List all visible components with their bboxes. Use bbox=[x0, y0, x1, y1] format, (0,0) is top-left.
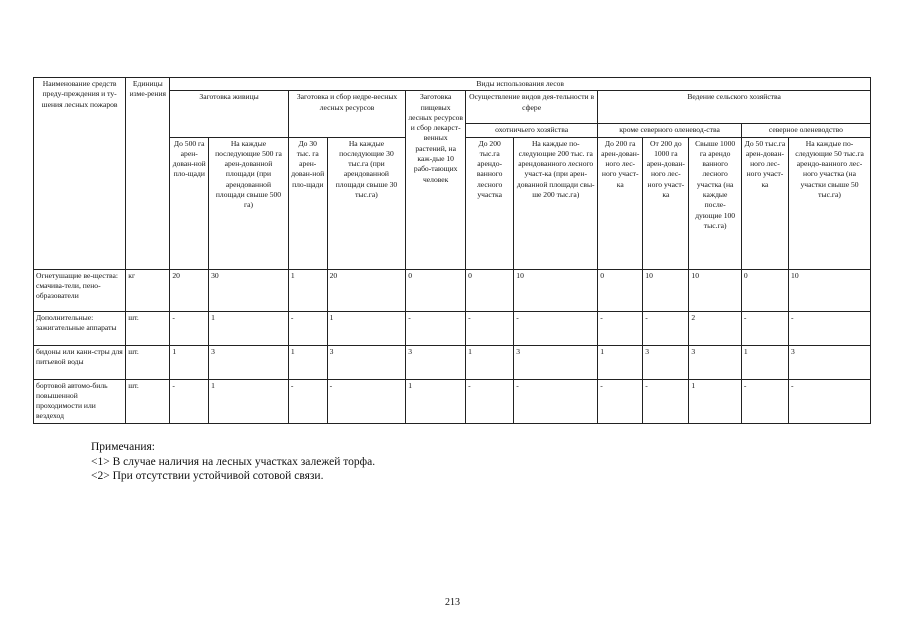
cell: 10 bbox=[789, 269, 871, 311]
cell: 20 bbox=[170, 269, 209, 311]
forest-fire-equipment-table bbox=[33, 77, 871, 424]
table-row bbox=[34, 379, 871, 423]
cell: 1 bbox=[170, 345, 209, 379]
subheader-nonwood-up-to-30: До 30 тыс. га арен-дован-ной пло-щади bbox=[288, 137, 327, 269]
cell: - bbox=[406, 311, 466, 345]
row-name: бортовой автомо-биль повышенной проходимости или вездеход bbox=[34, 379, 126, 423]
cell: 3 bbox=[514, 345, 598, 379]
row-name: Дополнительные: зажигательные аппараты bbox=[34, 311, 126, 345]
cell: 0 bbox=[406, 269, 466, 311]
cell: 0 bbox=[598, 269, 643, 311]
subheader-reindeer-up-to-50: До 50 тыс.га арен-дован-ного лес-ного участ-ка bbox=[741, 137, 788, 269]
cell: - bbox=[466, 311, 514, 345]
row-unit: шт. bbox=[126, 379, 170, 423]
cell: 1 bbox=[288, 345, 327, 379]
cell: - bbox=[288, 379, 327, 423]
header-nonwood: Заготовка и сбор недре-весных лесных ресурсов bbox=[288, 91, 405, 137]
cell: 1 bbox=[689, 379, 741, 423]
subheader-resin-each-500: На каждые последующие 500 га арен-дованной площади (при арендованной площади свыше 500 га) bbox=[209, 137, 289, 269]
cell: - bbox=[789, 379, 871, 423]
subheader-agri-up-to-200: До 200 га арен-дован-ного лес-ного участ-ка bbox=[598, 137, 643, 269]
header-food-resources: Заготовка пищевых лесных ресурсов и сбор лекарст-венных растений, на каж-дые 10 рабо-тающих человек bbox=[406, 91, 466, 269]
header-resin: Заготовка живицы bbox=[170, 91, 289, 137]
cell: - bbox=[327, 379, 406, 423]
subheader-reindeer-each-50: На каждые по-следующие 50 тыс.га арендо-ванного лес-ного участка (на участки свыше 50 тыс.га) bbox=[789, 137, 871, 269]
note-item: <1> В случае наличия на лесных участках залежей торфа. bbox=[91, 455, 376, 468]
cell: 0 bbox=[466, 269, 514, 311]
cell: 2 bbox=[689, 311, 741, 345]
table-row bbox=[34, 345, 871, 379]
cell: - bbox=[170, 311, 209, 345]
cell: - bbox=[514, 379, 598, 423]
notes-title: Примечания: bbox=[91, 441, 155, 453]
cell: 30 bbox=[209, 269, 289, 311]
cell: - bbox=[741, 379, 788, 423]
header-kinds-of-use: Виды использования лесов bbox=[170, 78, 871, 91]
row-unit: шт. bbox=[126, 311, 170, 345]
cell: 10 bbox=[689, 269, 741, 311]
cell: - bbox=[288, 311, 327, 345]
cell: - bbox=[170, 379, 209, 423]
row-name: бидоны или кани-стры для питьевой воды bbox=[34, 345, 126, 379]
cell: - bbox=[741, 311, 788, 345]
subheader-agri-200-1000: От 200 до 1000 га арен-дован-ного лес-ного участ-ка bbox=[643, 137, 689, 269]
cell: 0 bbox=[741, 269, 788, 311]
cell: - bbox=[598, 311, 643, 345]
cell: 10 bbox=[643, 269, 689, 311]
subheader-agri-over-1000: Свыше 1000 га арендо ванного лесного участка (на каждые после-дующие 100 тыс.га) bbox=[689, 137, 741, 269]
page-number: 213 bbox=[445, 597, 460, 608]
cell: 20 bbox=[327, 269, 406, 311]
cell: 3 bbox=[327, 345, 406, 379]
cell: 1 bbox=[406, 379, 466, 423]
header-reindeer: северное оленеводство bbox=[741, 124, 870, 137]
subheader-nonwood-each-30: На каждые последующие 30 тыс.га (при арендованной площади свыше 30 тыс.га) bbox=[327, 137, 406, 269]
header-except-reindeer: кроме северного оленевод-ства bbox=[598, 124, 742, 137]
cell: 1 bbox=[209, 311, 289, 345]
cell: 1 bbox=[327, 311, 406, 345]
cell: 1 bbox=[466, 345, 514, 379]
table-row bbox=[34, 311, 871, 345]
row-unit: шт. bbox=[126, 345, 170, 379]
cell: - bbox=[789, 311, 871, 345]
cell: 3 bbox=[643, 345, 689, 379]
header-agriculture: Ведение сельского хозяйства bbox=[598, 91, 871, 124]
header-hunting-bottom: охотничьего хозяйства bbox=[466, 124, 598, 137]
header-name: Наименование средств преду-преждения и ту-шения лесных пожаров bbox=[34, 78, 126, 270]
cell: - bbox=[514, 311, 598, 345]
cell: 1 bbox=[741, 345, 788, 379]
header-hunting-top: Осуществление видов дея-тельности в сфере bbox=[466, 91, 598, 124]
cell: - bbox=[466, 379, 514, 423]
subheader-resin-up-to-500: До 500 га арен-дован-ной пло-щади bbox=[170, 137, 209, 269]
cell: 3 bbox=[209, 345, 289, 379]
row-unit: кг bbox=[126, 269, 170, 311]
row-name: Огнетушащие ве-щества: смачива-тели, пено-образователи bbox=[34, 269, 126, 311]
note-item: <2> При отсутствии устойчивой сотовой связи. bbox=[91, 470, 324, 482]
cell: 1 bbox=[288, 269, 327, 311]
subheader-hunting-up-to-200: До 200 тыс.га арендо-ванного лесного участка bbox=[466, 137, 514, 269]
cell: 1 bbox=[209, 379, 289, 423]
subheader-hunting-each-200: На каждые по-следующие 200 тыс. га арендованного лесного участ-ка (при арен-дованной площади свы-ше 200 тыс.га) bbox=[514, 137, 598, 269]
cell: 3 bbox=[689, 345, 741, 379]
notes-block bbox=[91, 440, 375, 484]
cell: - bbox=[598, 379, 643, 423]
cell: 3 bbox=[406, 345, 466, 379]
cell: 10 bbox=[514, 269, 598, 311]
cell: 1 bbox=[598, 345, 643, 379]
table-row bbox=[34, 269, 871, 311]
cell: 3 bbox=[789, 345, 871, 379]
cell: - bbox=[643, 379, 689, 423]
header-units: Единицы изме-рения bbox=[126, 78, 170, 270]
cell: - bbox=[643, 311, 689, 345]
